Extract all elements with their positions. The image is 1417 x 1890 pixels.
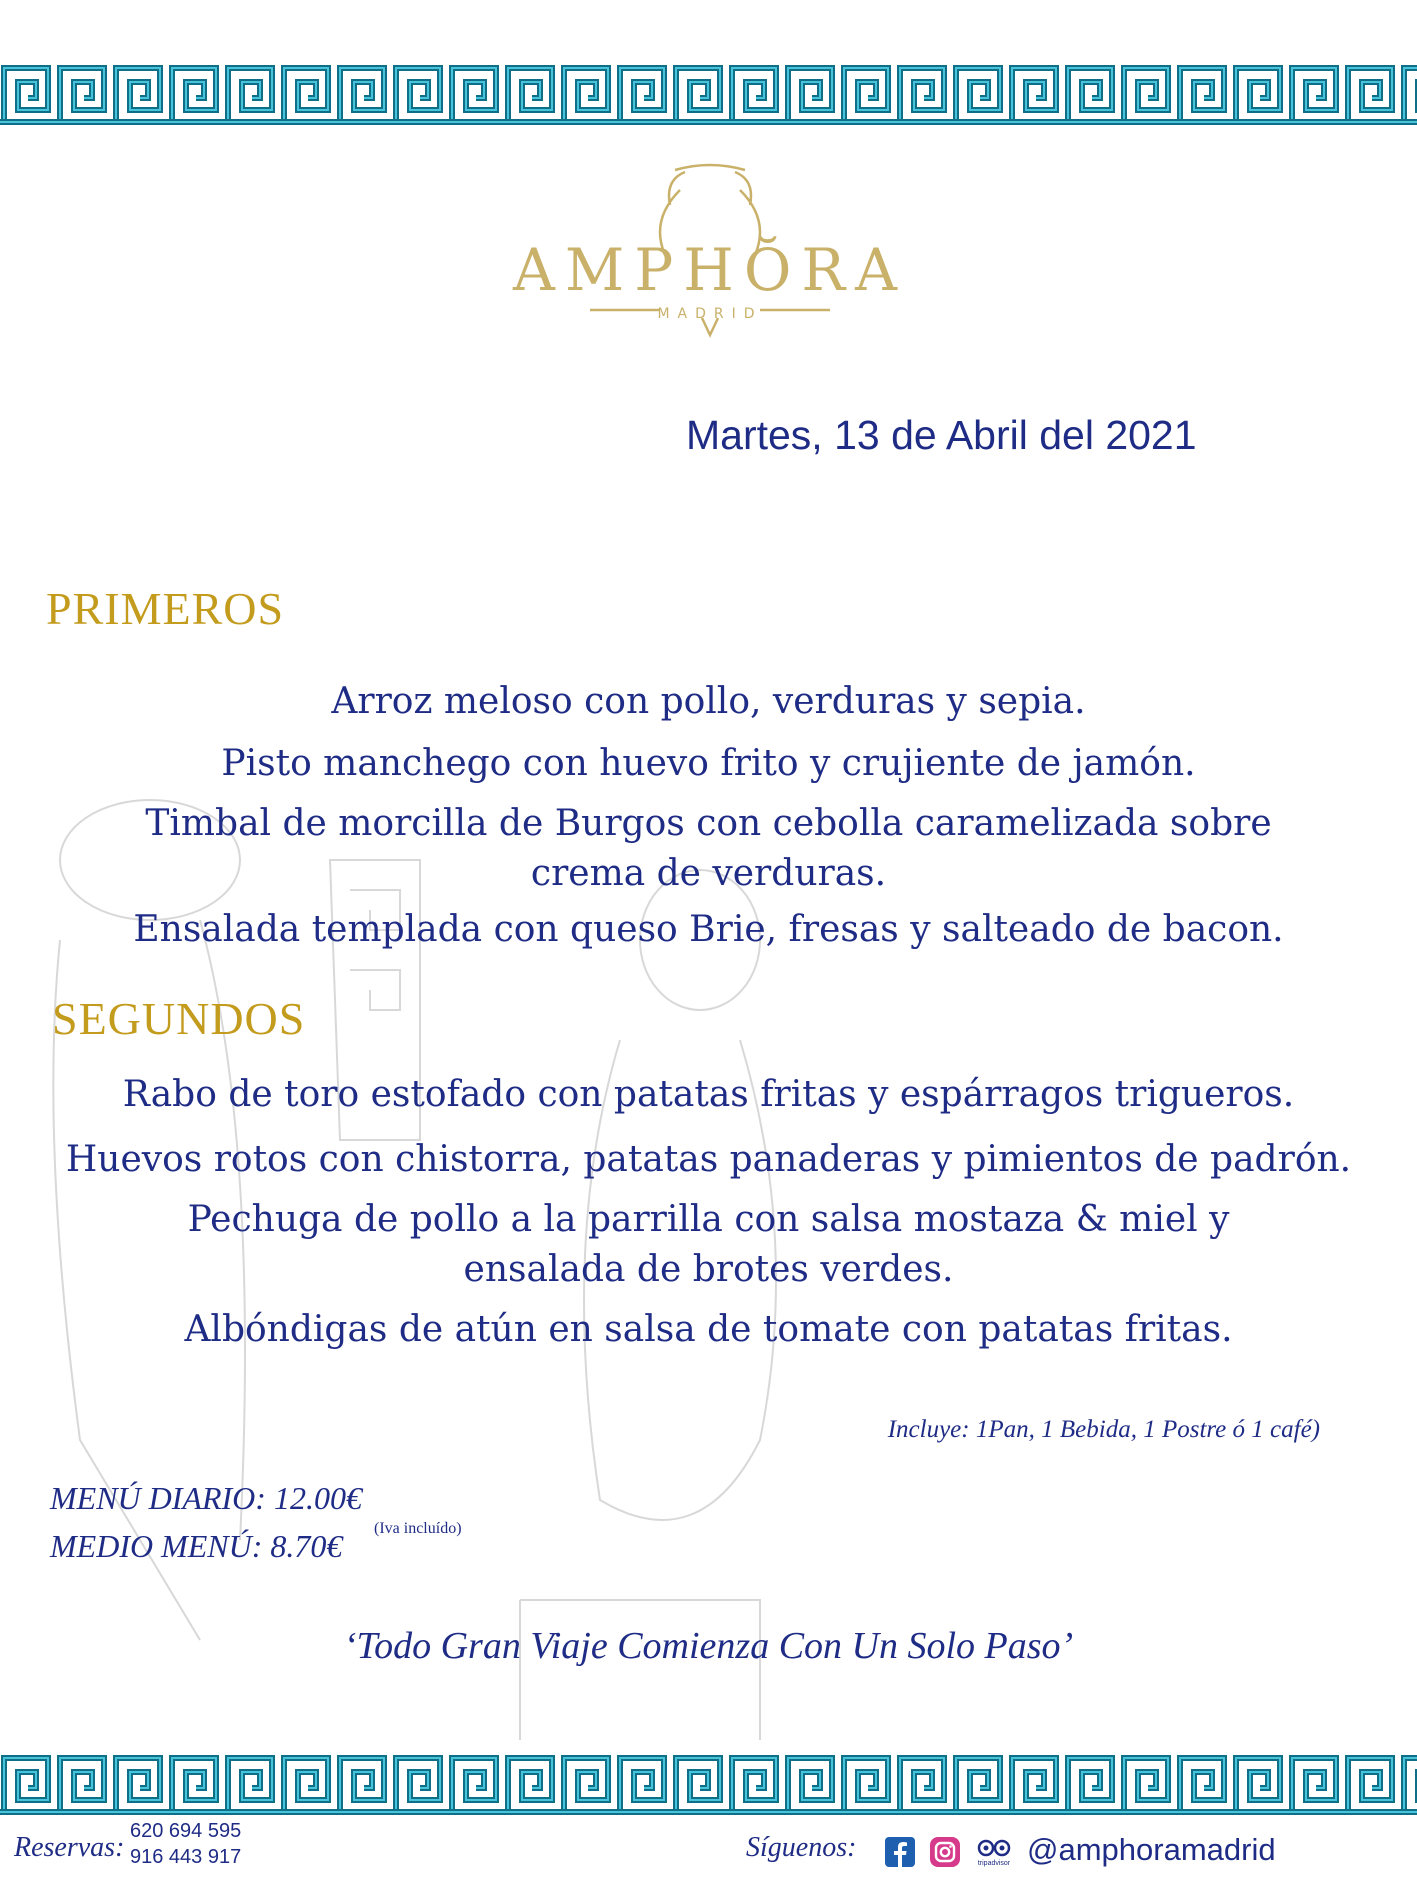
segundos-dish: Huevos rotos con chistorra, patatas panaderas y pimientos de padrón. — [65, 1139, 1352, 1180]
vat-note: (Iva incluído) — [374, 1520, 462, 1537]
motto-quote: ‘Todo Gran Viaje Comienza Con Un Solo Paso’ — [343, 1625, 1074, 1667]
segundos-dish: Albóndigas de atún en salsa de tomate con patatas fritas. — [184, 1309, 1233, 1350]
half-menu-price: MEDIO MENÚ: 8.70€ — [50, 1528, 343, 1564]
includes-note: Incluye: 1Pan, 1 Bebida, 1 Postre ó 1 café) — [887, 1416, 1320, 1443]
primeros-dish: Timbal de morcilla de Burgos con cebolla caramelizada sobre — [145, 803, 1272, 844]
primeros-dish: Ensalada templada con queso Brie, fresas y salteado de bacon. — [133, 909, 1284, 950]
facebook-icon[interactable] — [885, 1837, 915, 1867]
segundos-heading: SEGUNDOS — [52, 993, 306, 1044]
reservations-label: Reservas: — [14, 1832, 125, 1863]
primeros-heading: PRIMEROS — [46, 583, 285, 634]
primeros-dish: Pisto manchego con huevo frito y crujiente de jamón. — [221, 743, 1196, 784]
greek-key-border-bottom — [0, 1750, 1417, 1820]
phone-number[interactable]: 620 694 595 — [130, 1820, 242, 1842]
brand-wordmark: AMPHŎRA — [513, 236, 907, 304]
instagram-icon[interactable] — [930, 1837, 960, 1867]
daily-menu-price: MENÚ DIARIO: 12.00€ — [50, 1480, 362, 1516]
primeros-dish: crema de verduras. — [530, 853, 887, 894]
primeros-dish: Arroz meloso con pollo, verduras y sepia. — [331, 681, 1086, 722]
menu-date: Martes, 13 de Abril del 2021 — [686, 412, 1197, 458]
tripadvisor-label: tripadvisor — [977, 1860, 1011, 1867]
follow-label: Síguenos: — [746, 1832, 857, 1863]
segundos-dish: ensalada de brotes verdes. — [463, 1249, 954, 1290]
brand-subtitle: MADRID — [657, 306, 763, 322]
segundos-dish: Pechuga de pollo a la parrilla con salsa mostaza & miel y — [187, 1199, 1230, 1240]
phone-number[interactable]: 916 443 917 — [130, 1846, 242, 1868]
amphora-logo — [500, 160, 920, 340]
greek-key-border-top — [0, 60, 1417, 130]
social-handle[interactable]: @amphoramadrid — [1027, 1832, 1276, 1867]
tripadvisor-icon[interactable] — [974, 1837, 1014, 1867]
segundos-dish: Rabo de toro estofado con patatas fritas y espárragos trigueros. — [122, 1074, 1295, 1115]
